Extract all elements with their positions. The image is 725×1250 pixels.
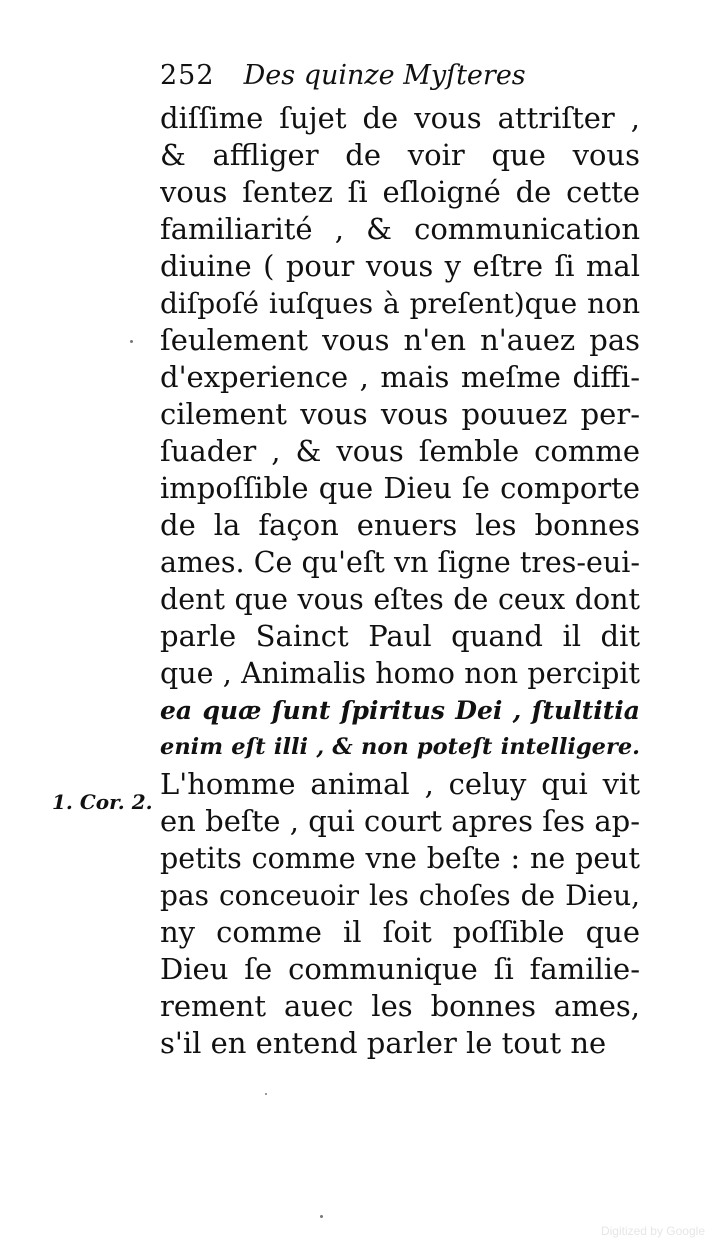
text-line: diſpoſé iuſques à preſent)que non <box>160 287 640 320</box>
text-line: s'il en entend parler le tout ne <box>160 1026 607 1060</box>
margin-note: 1. Cor. 2. <box>52 790 153 814</box>
text-line: diſſime ſujet de vous attriſter , <box>160 101 640 135</box>
text-line: ſeulement vous n'en n'auez pas <box>160 323 640 357</box>
text-line: en beſte , qui court apres ſes ap- <box>160 804 640 838</box>
ink-speck <box>265 1093 267 1095</box>
text-line: & affliger de voir que vous <box>160 138 640 172</box>
text-line: vous ſentez ſi eſloigné de cette <box>160 175 640 209</box>
text-line: que , Animalis homo non percipit <box>160 657 640 690</box>
latin-quote-line: ea quæ ſunt ſpiritus Dei , ſtultitia <box>160 696 640 725</box>
watermark: Digitized by Google <box>600 1224 705 1238</box>
text-line: rement auec les bonnes ames, <box>160 989 640 1023</box>
text-line: d'experience , mais meſme diffi- <box>160 360 640 394</box>
latin-quote-line: enim eſt illi , & non poteſt intelligere. <box>160 734 640 760</box>
body-text <box>160 100 640 1062</box>
ink-speck <box>320 1215 323 1218</box>
text-line: ſuader , & vous ſemble comme <box>160 434 640 468</box>
running-title: Des quinze Myſteres <box>243 60 526 91</box>
text-line: ames. Ce qu'eſt vn ſigne tres-eui- <box>160 546 640 579</box>
text-line: de la façon enuers les bonnes <box>160 508 640 542</box>
text-line: petits comme vne beſte : ne peut <box>160 842 640 875</box>
text-line: Dieu ſe communique ſi familie- <box>160 952 640 986</box>
page-number: 252 <box>160 60 215 91</box>
text-line: familiarité , & communication <box>160 212 640 246</box>
text-line: cilement vous vous pouuez per- <box>160 397 640 431</box>
text-line: pas conceuoir les choſes de Dieu, <box>160 879 640 912</box>
text-line: diuine ( pour vous y eſtre ſi mal <box>160 249 640 283</box>
text-line: ny comme il ſoit poſſible que <box>160 915 640 949</box>
text-line: L'homme animal , celuy qui vit <box>160 767 640 801</box>
ink-speck <box>130 340 133 343</box>
page-header <box>160 60 526 98</box>
text-line: impoſſible que Dieu ſe comporte <box>160 471 640 505</box>
text-line: dent que vous eſtes de ceux dont <box>160 583 640 616</box>
text-line: parle Sainct Paul quand il dit <box>160 619 640 653</box>
